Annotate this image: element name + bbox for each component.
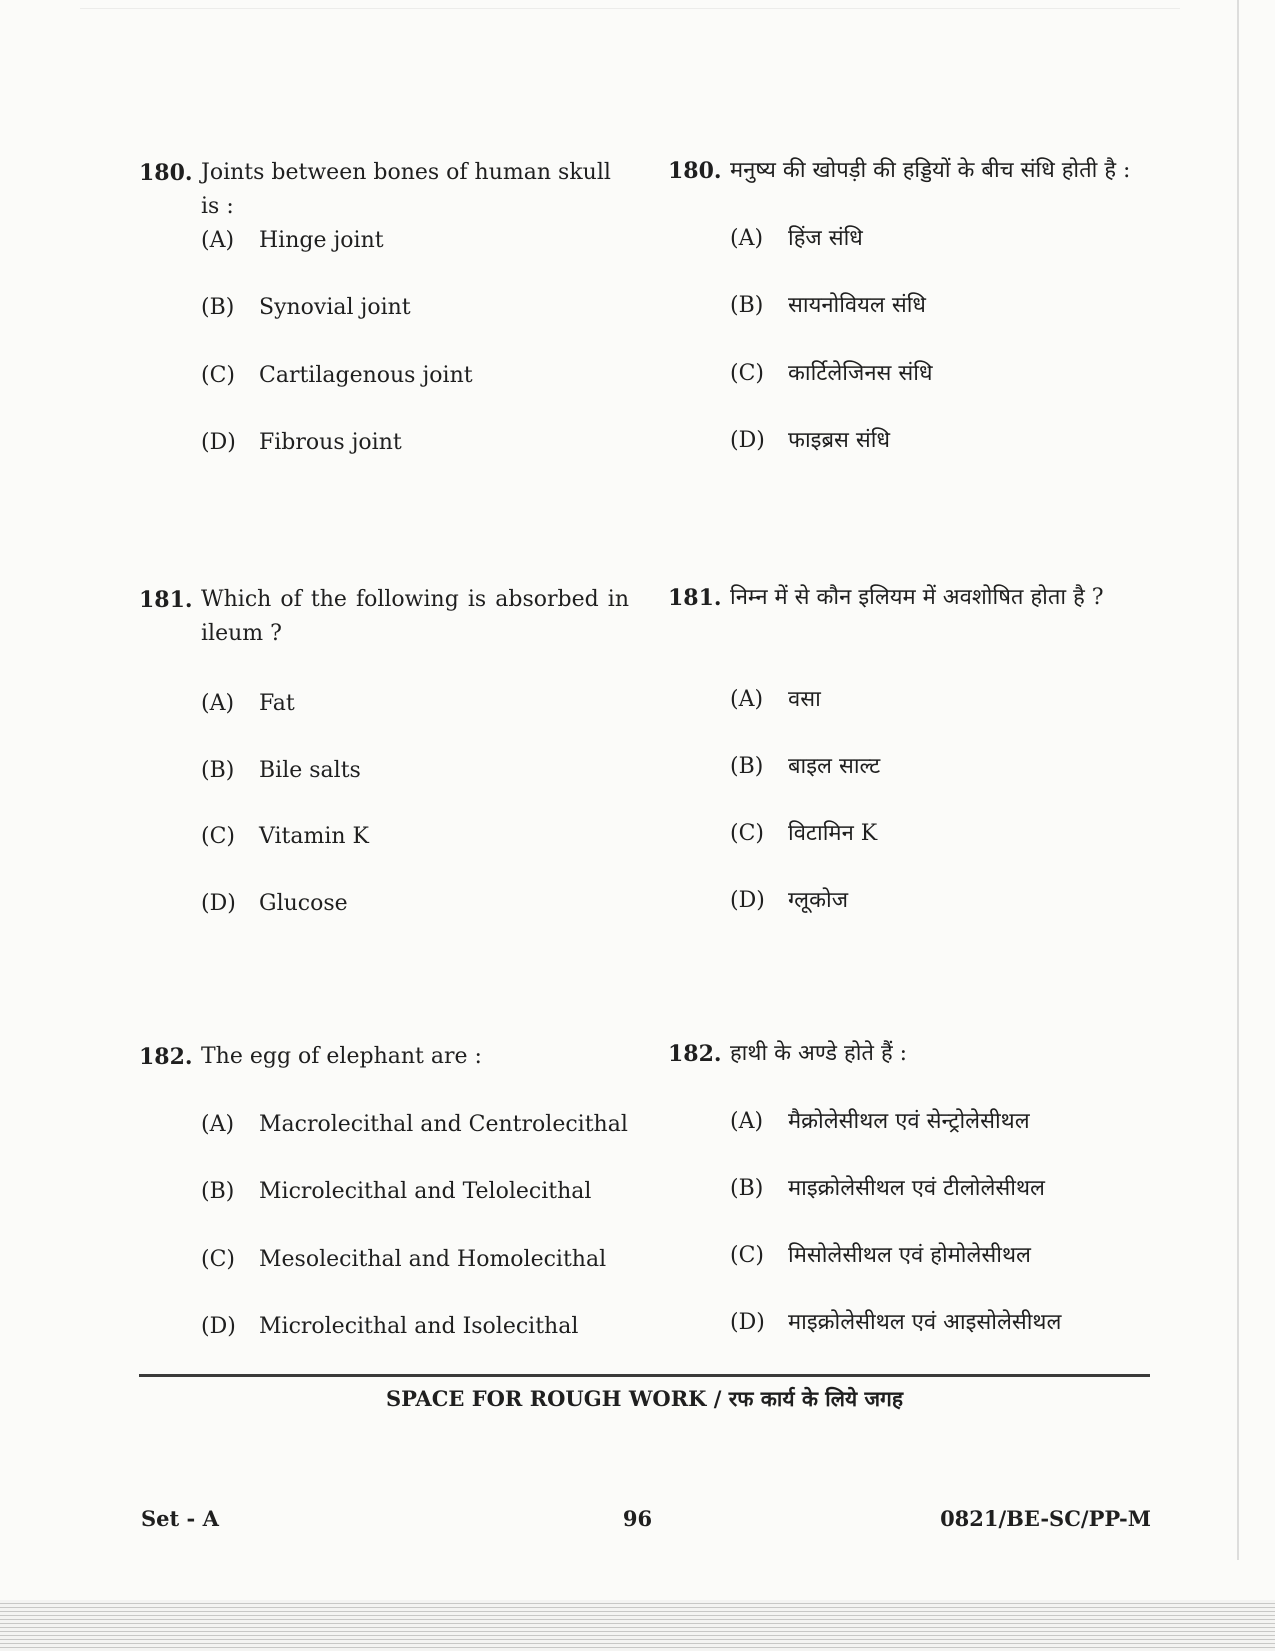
option-text: Glucose	[259, 891, 348, 916]
question-text: मनुष्य की खोपड़ी की हड्डियों के बीच संधि होती है :	[730, 158, 1131, 183]
question-180-en	[139, 156, 629, 455]
option-c	[201, 1245, 606, 1275]
option-d	[201, 428, 402, 458]
option-text: मैक्रोलेसीथल एवं सेन्ट्रोलेसीथल	[788, 1109, 1030, 1134]
option-text: Microlecithal and Telolecithal	[259, 1179, 592, 1204]
option-label: (C)	[730, 821, 764, 846]
question-number: 180.	[139, 160, 193, 186]
option-text: मिसोलेसीथल एवं होमोलेसीथल	[788, 1243, 1031, 1268]
option-c	[730, 1241, 1031, 1271]
option-a	[730, 1107, 1030, 1137]
option-b	[201, 1177, 591, 1207]
rough-work-heading: SPACE FOR ROUGH WORK / रफ कार्य के लिये जगह	[385, 1386, 904, 1411]
option-a	[201, 689, 295, 719]
question-number: 181.	[139, 587, 193, 613]
question-text: निम्न में से कौन इलियम में अवशोषित होता है ?	[730, 585, 1104, 610]
option-label: (C)	[201, 1247, 235, 1272]
option-label: (D)	[730, 428, 765, 453]
option-a	[201, 1110, 628, 1140]
option-d	[201, 889, 348, 919]
divider-rule	[139, 1374, 1150, 1377]
option-text: फाइब्रस संधि	[788, 428, 890, 453]
footer-set: Set - A	[141, 1506, 219, 1531]
question-number: 182.	[139, 1044, 193, 1070]
page-edge	[1237, 0, 1239, 1560]
option-label: (A)	[201, 1112, 235, 1137]
option-d	[730, 886, 848, 916]
option-b	[730, 1174, 1045, 1204]
option-b	[201, 756, 361, 786]
option-text: सायनोवियल संधि	[788, 293, 926, 318]
option-text: Microlecithal and Isolecithal	[259, 1314, 579, 1339]
option-label: (B)	[730, 1176, 764, 1201]
option-text: वसा	[788, 687, 821, 712]
paper-code: 0821/BE-SC/PP-M	[940, 1506, 1151, 1531]
option-label: (D)	[730, 1310, 765, 1335]
option-text: Synovial joint	[259, 295, 411, 320]
option-text: माइक्रोलेसीथल एवं आइसोलेसीथल	[788, 1310, 1062, 1335]
option-label: (D)	[201, 1314, 236, 1339]
option-text: Cartilagenous joint	[259, 363, 473, 388]
option-text: हिंज संधि	[788, 226, 863, 251]
option-text: Hinge joint	[259, 228, 384, 253]
question-text: Joints between bones of human skull is :	[201, 160, 611, 219]
option-d	[201, 1312, 578, 1342]
option-a	[730, 224, 863, 254]
option-text: Fibrous joint	[259, 430, 402, 455]
question-180-hi	[668, 154, 1168, 453]
option-label: (B)	[730, 754, 764, 779]
option-b	[730, 752, 880, 782]
option-label: (C)	[201, 363, 235, 388]
option-label: (A)	[730, 1109, 764, 1134]
option-text: कार्टिलेजिनस संधि	[788, 361, 933, 386]
option-b	[201, 293, 411, 323]
option-label: (B)	[201, 1179, 235, 1204]
option-label: (A)	[201, 691, 235, 716]
question-181-en	[139, 583, 629, 916]
option-label: (C)	[730, 1243, 764, 1268]
option-text: Mesolecithal and Homolecithal	[259, 1247, 607, 1272]
question-182-en	[139, 1040, 629, 1339]
option-label: (D)	[730, 888, 765, 913]
option-label: (B)	[201, 758, 235, 783]
question-181-hi	[668, 581, 1168, 913]
question-text: Which of the following is absorbed in ileum ?	[201, 587, 629, 646]
option-label: (A)	[201, 228, 235, 253]
question-text: हाथी के अण्डे होते हैं :	[730, 1041, 908, 1066]
option-text: Vitamin K	[259, 824, 369, 849]
page-edge	[80, 8, 1180, 9]
option-label: (C)	[730, 361, 764, 386]
option-label: (A)	[730, 687, 764, 712]
option-c	[730, 819, 877, 849]
question-number: 182.	[668, 1041, 722, 1067]
option-d	[730, 426, 890, 456]
question-number: 180.	[668, 158, 722, 184]
option-c	[201, 822, 369, 852]
option-label: (D)	[201, 891, 236, 916]
option-b	[730, 291, 926, 321]
option-label: (B)	[201, 295, 235, 320]
option-text: माइक्रोलेसीथल एवं टीलोलेसीथल	[788, 1176, 1045, 1201]
option-a	[201, 226, 384, 256]
page-number: 96	[622, 1506, 653, 1531]
question-182-hi	[668, 1037, 1168, 1335]
option-label: (D)	[201, 430, 236, 455]
option-label: (C)	[201, 824, 235, 849]
option-text: Bile salts	[259, 758, 361, 783]
option-text: बाइल साल्ट	[788, 754, 881, 779]
option-label: (B)	[730, 293, 764, 318]
question-text: The egg of elephant are :	[201, 1044, 482, 1069]
option-label: (A)	[730, 226, 764, 251]
option-c	[730, 359, 933, 389]
option-d	[730, 1308, 1061, 1338]
option-text: विटामिन K	[788, 821, 878, 846]
option-a	[730, 685, 821, 715]
option-text: Fat	[259, 691, 295, 716]
question-number: 181.	[668, 585, 722, 611]
option-c	[201, 361, 473, 391]
option-text: Macrolecithal and Centrolecithal	[259, 1112, 628, 1137]
option-text: ग्लूकोज	[788, 888, 849, 913]
scan-edge-lines	[0, 1600, 1275, 1651]
